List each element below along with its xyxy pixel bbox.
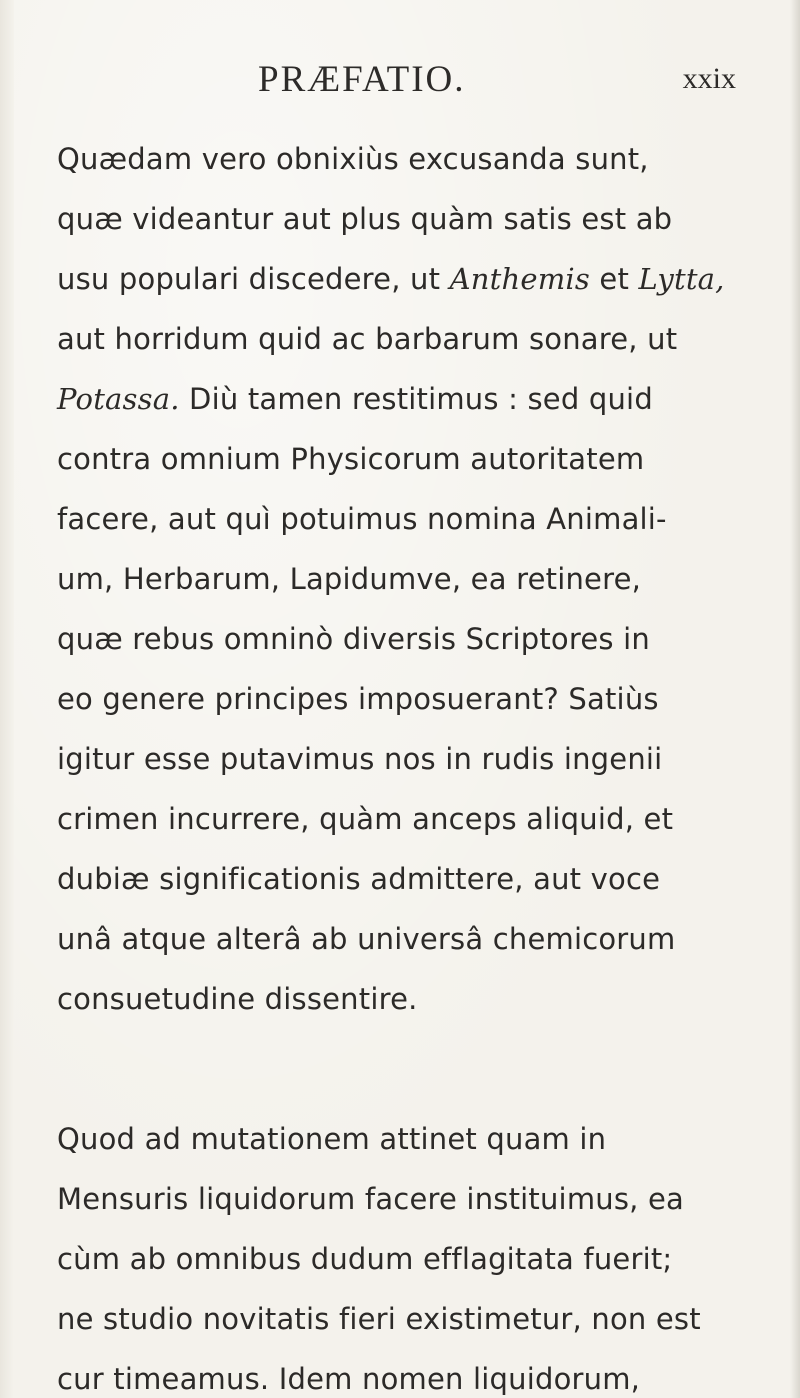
text-line: dubiæ significationis admittere, aut voce — [57, 862, 661, 896]
italic-term: Lytta, — [638, 262, 725, 296]
text-segment: et — [589, 262, 639, 296]
text-line: Quædam vero obnixiùs excusanda sunt, — [57, 142, 649, 176]
text-segment: Diù tamen restitimus : sed quid — [179, 382, 653, 416]
text-line: cùm ab omnibus dudum efflagitata fuerit; — [57, 1242, 673, 1276]
text-line — [57, 262, 725, 296]
page-number: xxix — [682, 62, 736, 95]
running-header — [0, 58, 800, 118]
italic-term: Anthemis — [449, 262, 590, 296]
text-line: quæ videantur aut plus quàm satis est ab — [57, 202, 673, 236]
text-line: unâ atque alterâ ab universâ chemicorum — [57, 922, 676, 956]
page-edge-shadow — [790, 0, 800, 1398]
text-line: cur timeamus. Idem nomen liquidorum, — [57, 1362, 641, 1396]
text-line: igitur esse putavimus nos in rudis ingenii — [57, 742, 663, 776]
text-line: Quod ad mutationem attinet quam in — [57, 1122, 607, 1156]
text-line: ne studio novitatis fieri existimetur, non est — [57, 1302, 701, 1336]
text-line: facere, aut quì potuimus nomina Animali- — [57, 502, 667, 536]
text-line: crimen incurrere, quàm anceps aliquid, et — [57, 802, 674, 836]
text-segment: usu populari discedere, ut — [57, 262, 450, 296]
running-title: PRÆFATIO. — [258, 59, 466, 100]
text-line: Mensuris liquidorum facere instituimus, ea — [57, 1182, 685, 1216]
text-line: consuetudine dissentire. — [57, 982, 418, 1016]
text-line: eo genere principes imposuerant? Satiùs — [57, 682, 659, 716]
page-gutter-shadow — [0, 0, 14, 1398]
text-line: quæ rebus omninò diversis Scriptores in — [57, 622, 650, 656]
text-line: aut horridum quid ac barbarum sonare, ut — [57, 322, 678, 356]
text-line — [57, 382, 653, 416]
text-line: contra omnium Physicorum autoritatem — [57, 442, 645, 476]
text-line: um, Herbarum, Lapidumve, ea retinere, — [57, 562, 642, 596]
italic-term: Potassa. — [57, 382, 180, 416]
